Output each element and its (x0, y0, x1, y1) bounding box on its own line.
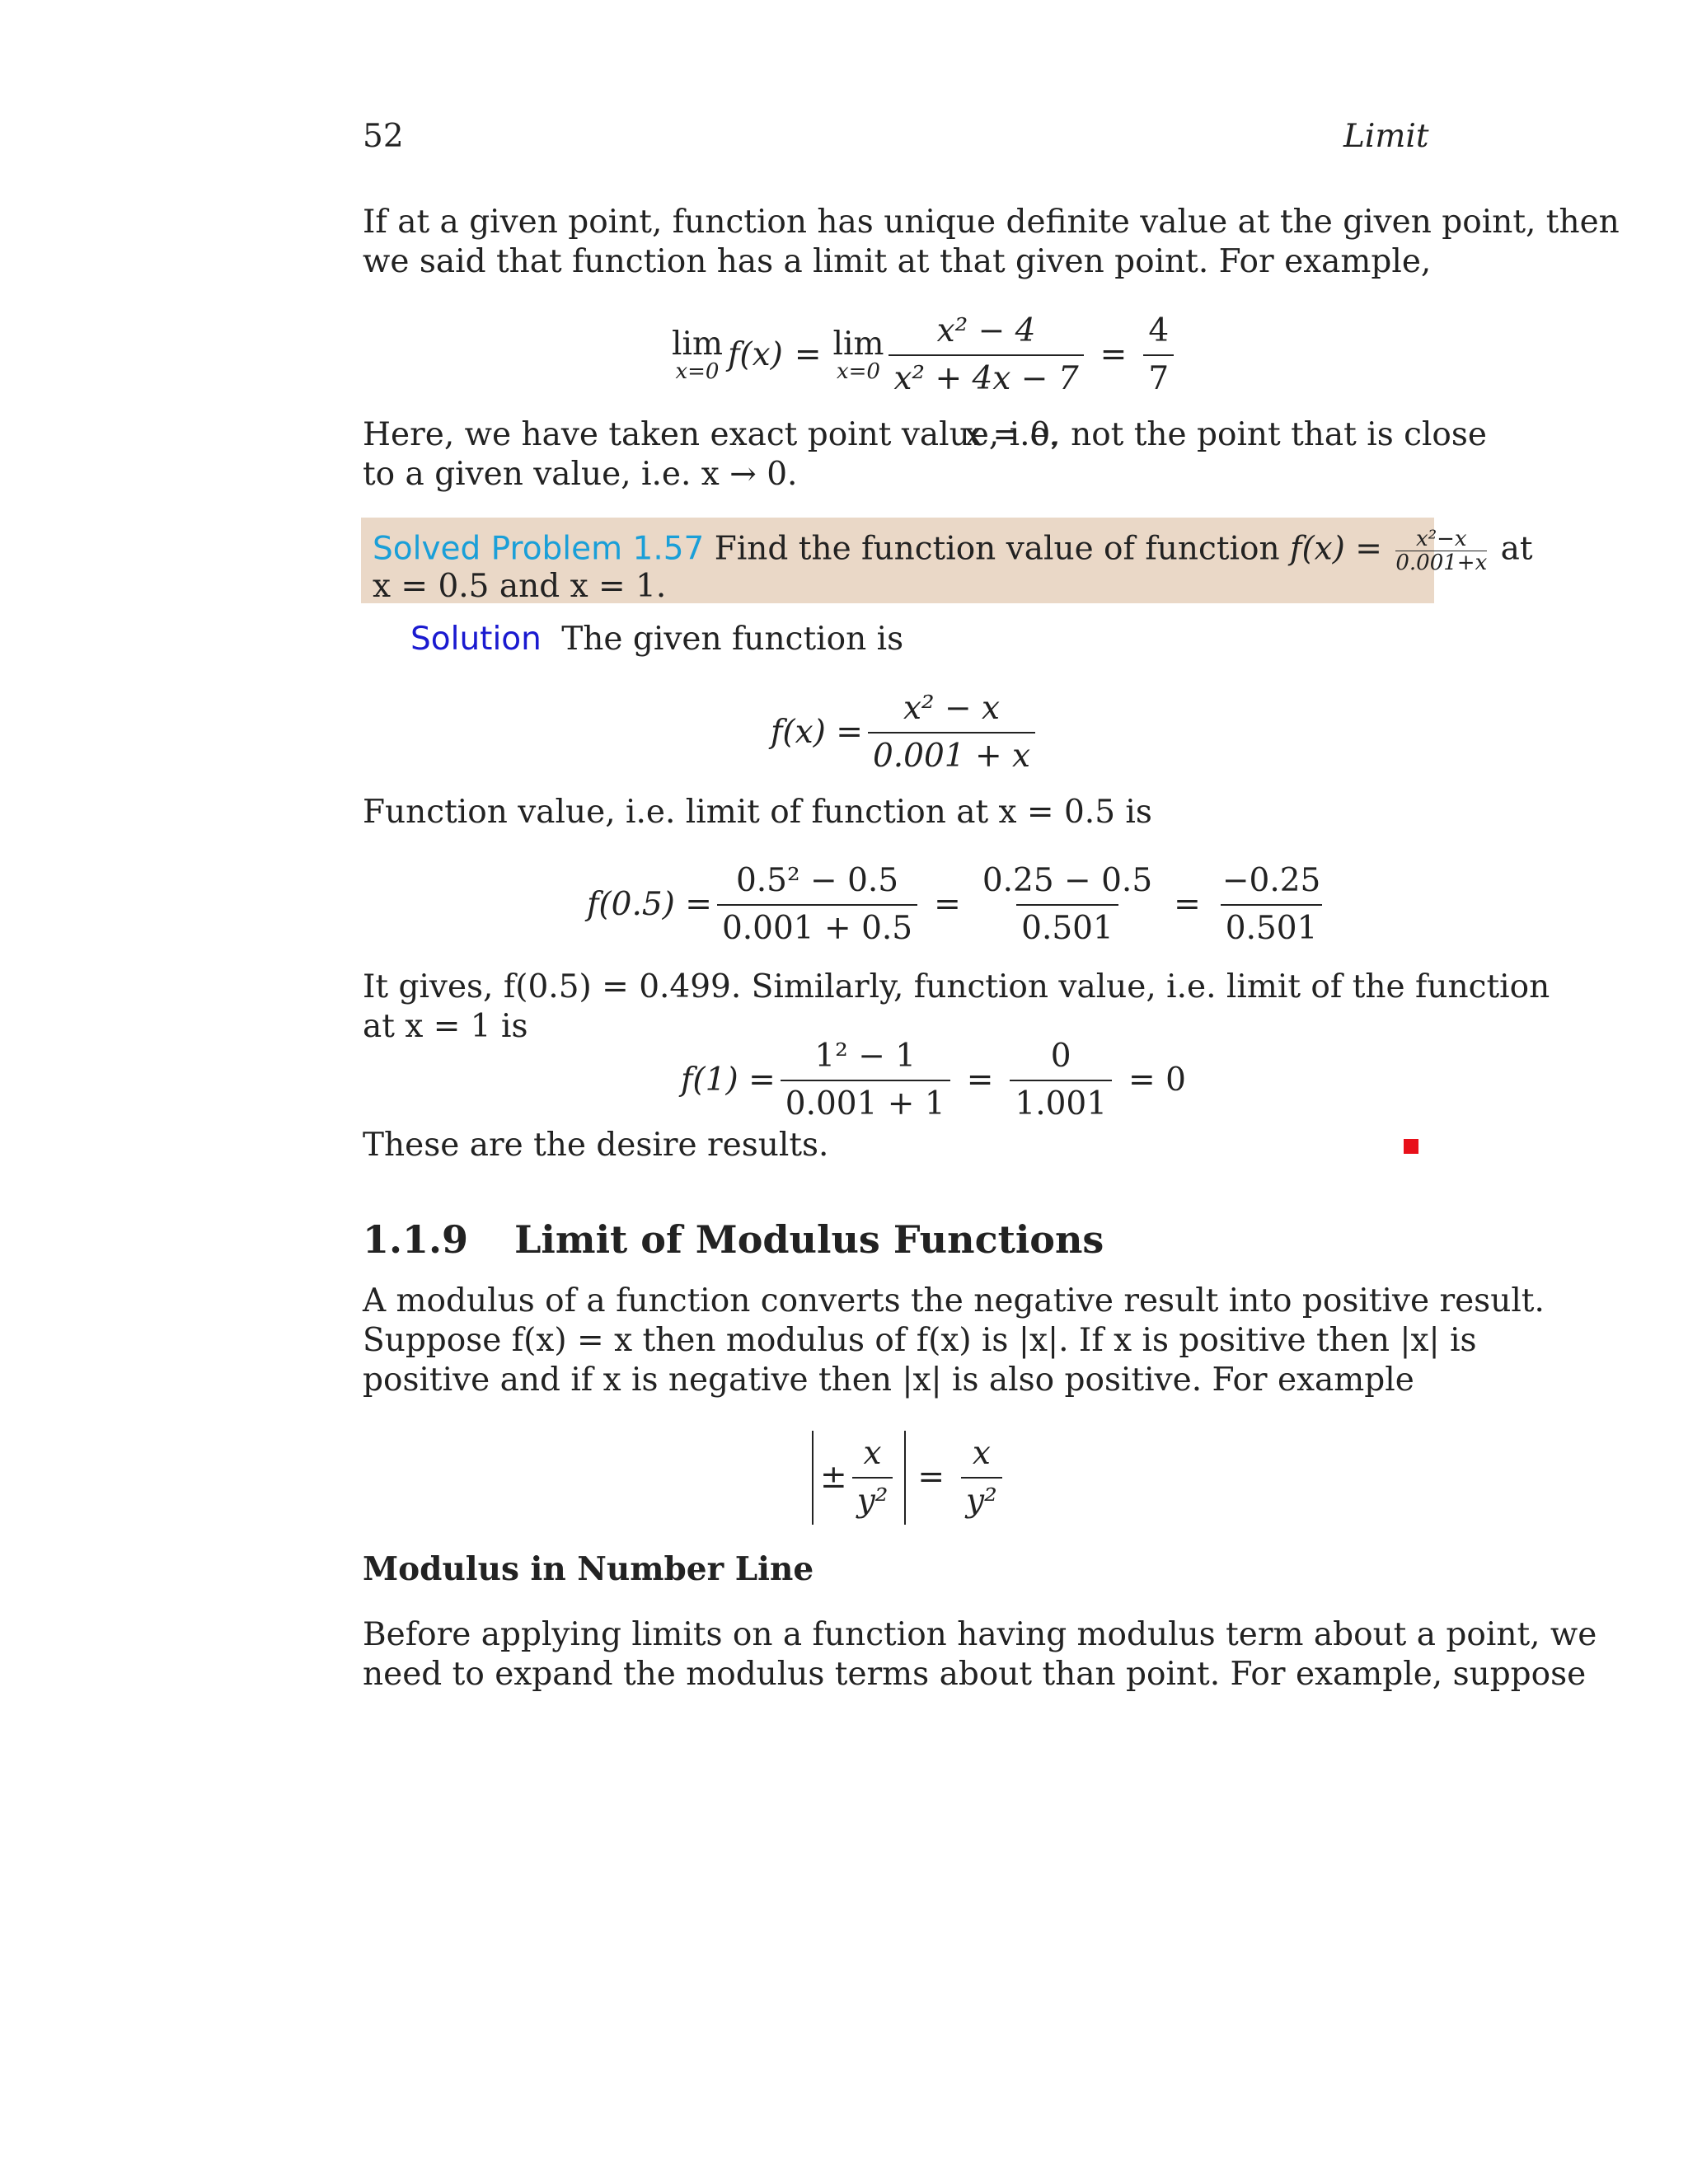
modulus-line-1: A modulus of a function converts the negative result into positive result. (363, 1282, 1545, 1319)
section-heading (363, 1216, 1104, 1263)
subsection-heading: Modulus in Number Line (363, 1550, 814, 1588)
equation-f-0-5: f(0.5) = $\frac{\text{0.5² − 0.5}}{0.001 + 0.5}$ = $\frac{0.25 - 0.5}{0.501}$ = $\frac{-0.25}{0.501}$ (587, 861, 1330, 949)
results-line: These are the desire results. (363, 1127, 829, 1164)
solution-line: Solution The given function is (410, 621, 904, 658)
final-line-1: Before applying limits on a function having modulus term about a point, we (363, 1616, 1597, 1653)
end-of-proof-square (1404, 1139, 1418, 1154)
solved-problem-line-2: x = 0.5 and x = 1. (373, 568, 667, 605)
modulus-line-3: positive and if x is negative then |x| is also positive. For example (363, 1361, 1414, 1399)
solved-problem-line-1: Solved Problem 1.57 Find the function value of function f(x) = $\frac{\text{x²−x}}{0.001+x}$ at (373, 527, 1533, 575)
running-title: Limit (1343, 118, 1429, 155)
solution-label: Solution (410, 621, 542, 658)
final-line-2: need to expand the modulus terms about than point. For example, suppose (363, 1656, 1587, 1693)
after-eq1-line-2: to a given value, i.e. x → 0. (363, 456, 798, 493)
function-value-line: Function value, i.e. limit of function at x = 0.5 is (363, 794, 1152, 831)
gives-line-1: It gives, f(0.5) = 0.499. Similarly, function value, i.e. limit of the function (363, 968, 1550, 1005)
after-eq1-line-1b: x = 0, not the point that is close (964, 416, 1487, 453)
equation-f-1: f(1) = $\frac{\text{1² − 1}}{0.001 + 1}$ = $\frac{0}{1.001}$ = 0 (681, 1038, 1186, 1122)
section-title: Limit of Modulus Functions (514, 1217, 1104, 1262)
equation-modulus-example: ± $\frac{x}{\text{y²}}$ = $\frac{x}{\text{y²}}$ (812, 1431, 1007, 1525)
solved-problem-label: Solved Problem 1.57 (373, 530, 705, 568)
equation-limit-example: lim x=0 f(x) = lim x=0 $\frac{\text{x² − 4}}{\text{x² + 4x − 7}}$ = $\frac{4}{7}$ (672, 312, 1179, 399)
modulus-line-2: Suppose f(x) = x then modulus of f(x) is |x|. If x is positive then |x| is (363, 1322, 1477, 1359)
section-number: 1.1.9 (363, 1217, 469, 1262)
intro-line-1: If at a given point, function has unique definite value at the given point, then (363, 204, 1620, 241)
intro-line-2: we said that function has a limit at that given point. For example, (363, 243, 1432, 280)
equation-function-definition: f(x) = $\frac{\text{x² − x}}{0.001 + x}$ (771, 689, 1040, 776)
after-eq1-line-1a: Here, we have taken exact point value, i.e. (363, 416, 1059, 453)
gives-line-2: at x = 1 is (363, 1008, 528, 1045)
page-number: 52 (363, 118, 404, 155)
